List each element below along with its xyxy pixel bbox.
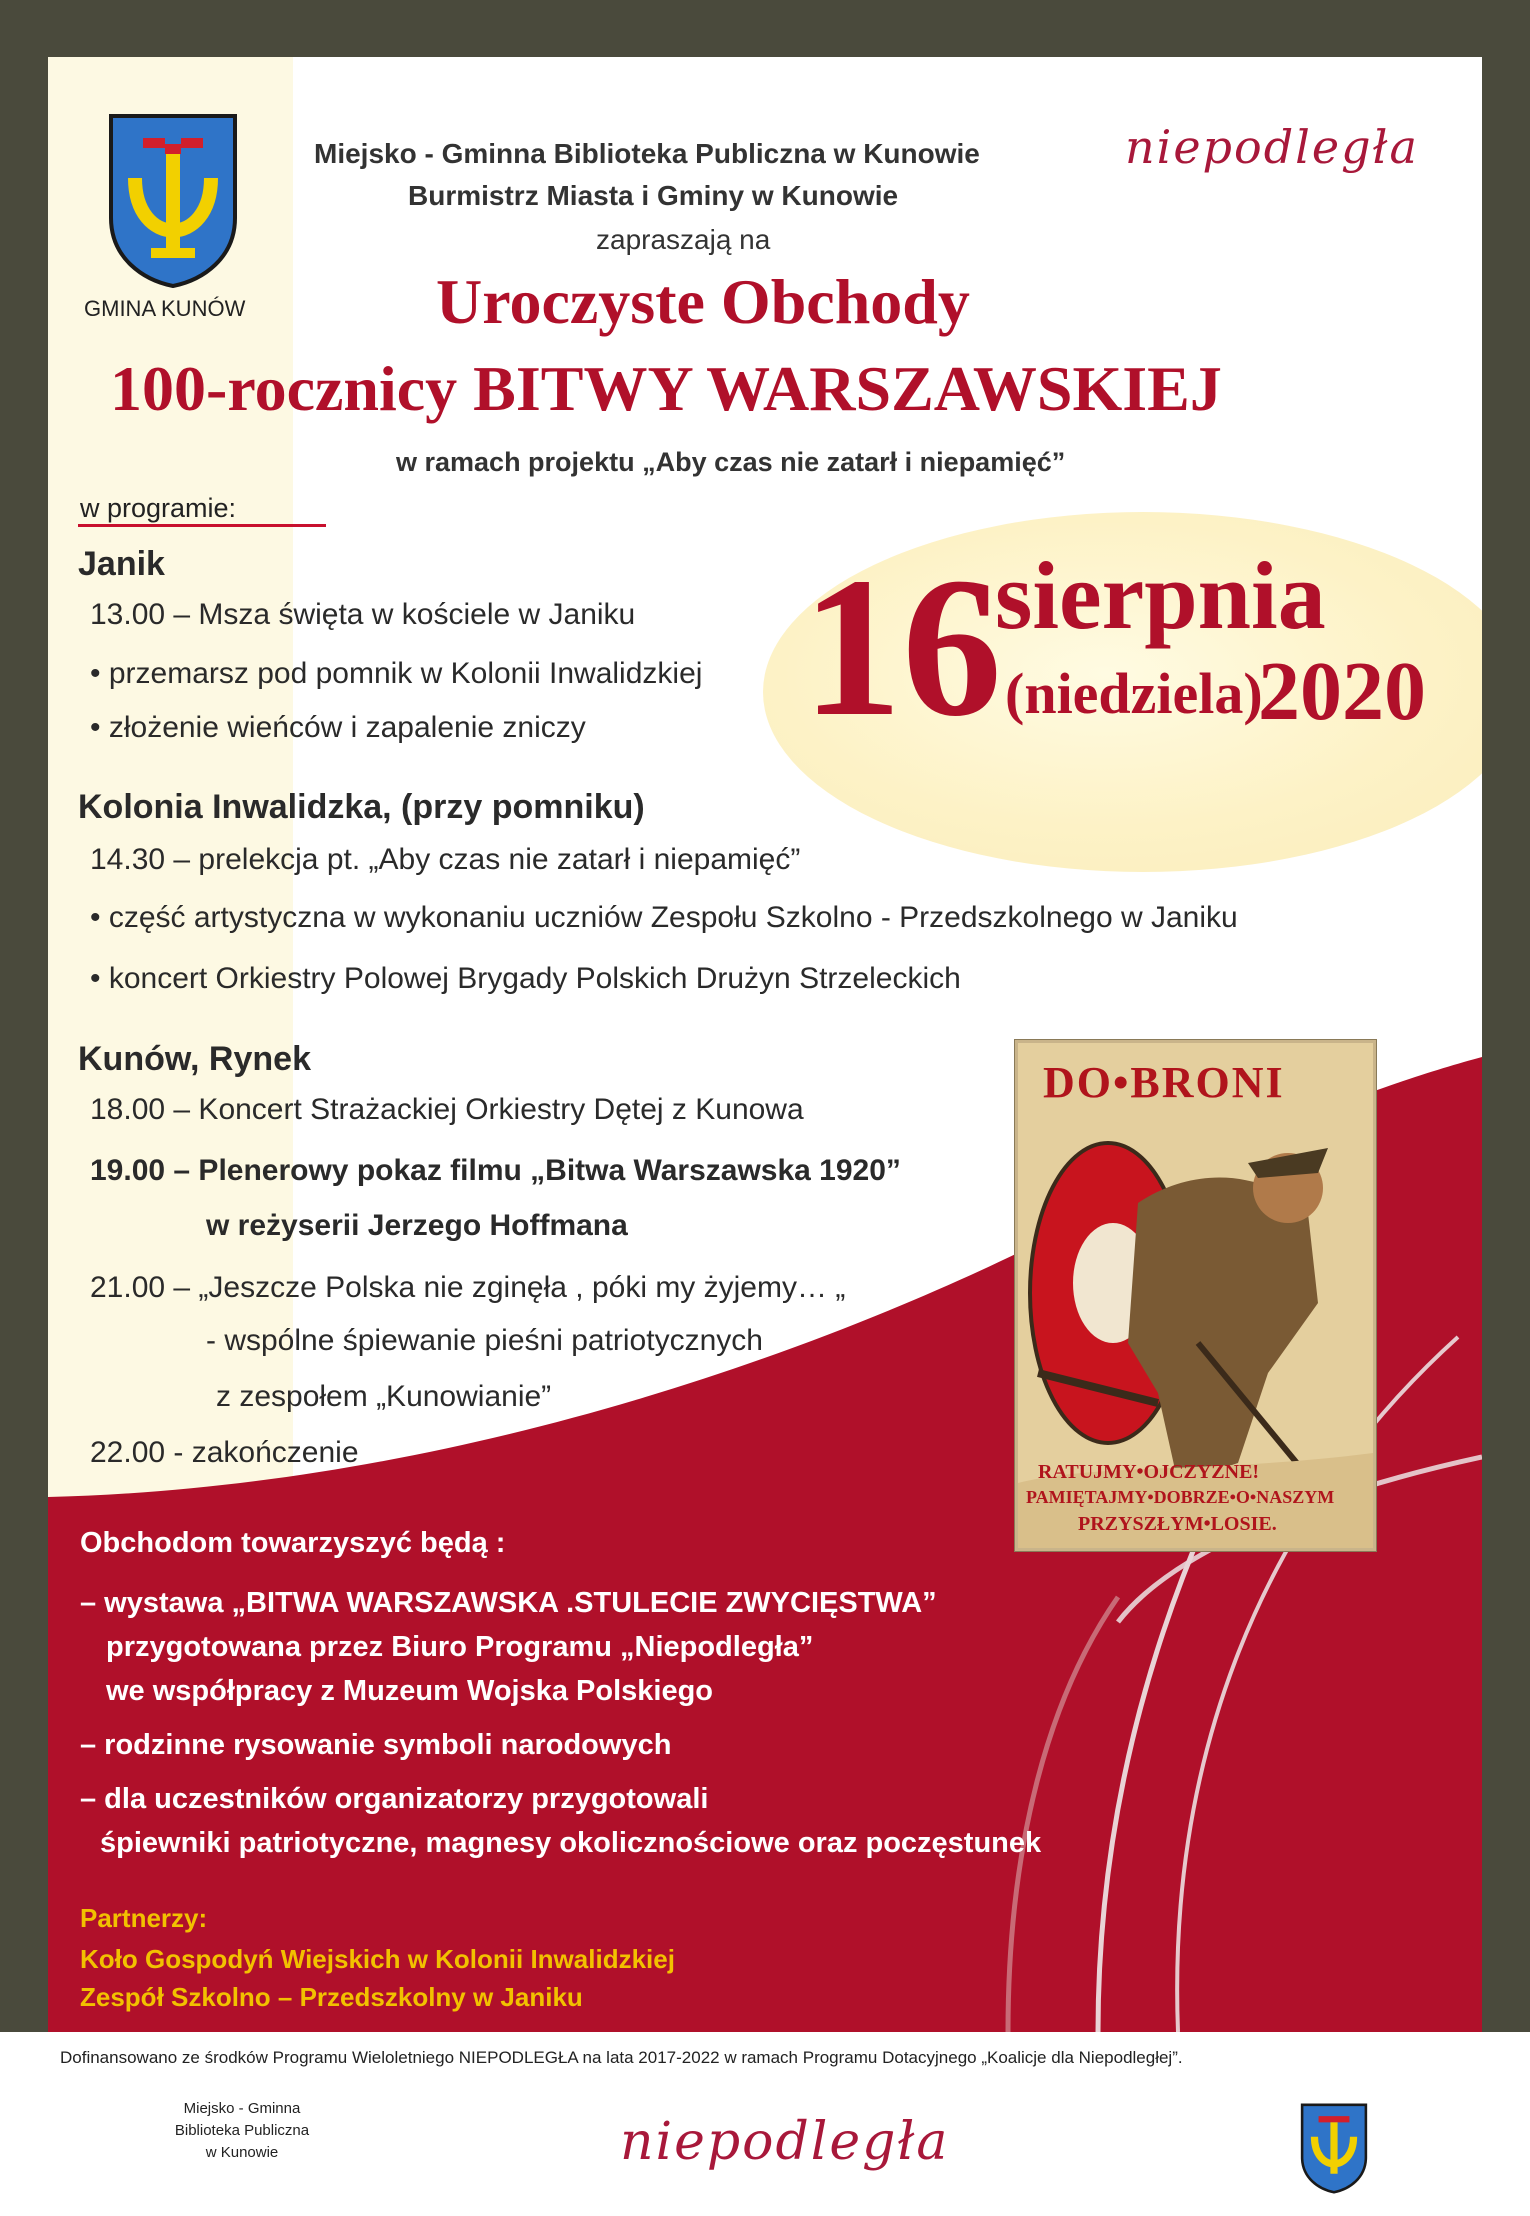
program-line: • część artystyczna w wykonaniu uczniów Zespołu Szkolno - Przedszkolnego w Janiku: [90, 901, 1238, 934]
date-day: 16: [802, 537, 1002, 758]
program-line: 18.00 – Koncert Strażackiej Orkiestry Dętej z Kunowa: [90, 1093, 804, 1126]
extras-line: przygotowana przez Biuro Programu „Niepodległa”: [106, 1631, 814, 1663]
program-label: w programie:: [80, 493, 237, 523]
program-label-underline: [78, 524, 326, 527]
invite-text: zapraszają na: [596, 224, 771, 255]
logo-caption: GMINA KUNÓW: [84, 296, 246, 321]
project-subtitle: w ramach projektu „Aby czas nie zatarł i niepamięć”: [396, 447, 1066, 477]
program-line: 14.30 – prelekcja pt. „Aby czas nie zatarł i niepamięć”: [90, 843, 801, 876]
program-line-film: 19.00 – Plenerowy pokaz filmu „Bitwa Warszawska 1920”: [90, 1154, 901, 1187]
gmina-kunow-crest-icon: [103, 108, 243, 288]
program-line: • złożenie wieńców i zapalenie zniczy: [90, 711, 586, 744]
partner-item: Koło Gospodyń Wiejskich w Kolonii Inwalidzkiej: [80, 1944, 675, 1974]
organizer-line-1: Miejsko - Gminna Biblioteka Publiczna w Kunowie: [314, 138, 980, 169]
do-broni-poster-image: [1015, 1040, 1376, 1551]
program-line: 13.00 – Msza święta w kościele w Janiku: [90, 598, 636, 631]
date-month: sierpnia: [995, 542, 1326, 649]
extras-line: śpiewniki patriotyczne, magnesy okolicznościowe oraz poczęstunek: [100, 1827, 1042, 1859]
poster-caption-1: RATUJMY•OJCZYZNE!: [1038, 1461, 1260, 1483]
date-year: 2020: [1258, 645, 1426, 738]
program-line: • koncert Orkiestry Polowej Brygady Polskich Drużyn Strzeleckich: [90, 962, 961, 995]
program-line-director: w reżyserii Jerzego Hoffmana: [206, 1209, 628, 1242]
footer: [0, 2032, 1530, 2216]
partner-item: Zespół Szkolno – Przedszkolny w Janiku: [80, 1982, 583, 2012]
gmina-kunow-small-crest-icon: [1298, 2100, 1370, 2194]
extras-line: – wystawa „BITWA WARSZAWSKA .STULECIE ZWYCIĘSTWA”: [80, 1587, 937, 1619]
poster-caption-3: PRZYSZŁYM•LOSIE.: [1078, 1513, 1277, 1535]
program-line: • przemarsz pod pomnik w Kolonii Inwalidzkiej: [90, 657, 703, 690]
library-logo-line-1: Miejsko - Gminna: [183, 2100, 301, 2117]
section-heading-kolonia: Kolonia Inwalidzka, (przy pomniku): [78, 788, 645, 826]
partners-heading: Partnerzy:: [80, 1903, 208, 1933]
title-line-2: 100-rocznicy BITWY WARSZAWSKIEJ: [110, 353, 1222, 424]
poster-headline: DO•BRONI: [1043, 1058, 1285, 1107]
extras-line: – dla uczestników organizatorzy przygotowali: [80, 1783, 709, 1815]
program-line: 21.00 – „Jeszcze Polska nie zginęła , póki my żyjemy… „: [90, 1271, 846, 1304]
date-weekday: (niedziela): [1005, 661, 1263, 726]
library-logo-line-3: w Kunowie: [205, 2144, 279, 2161]
section-heading-kunow: Kunów, Rynek: [78, 1040, 311, 1078]
library-logo-line-2: Biblioteka Publiczna: [174, 2122, 310, 2139]
extras-line: – rodzinne rysowanie symboli narodowych: [80, 1729, 672, 1761]
section-heading-janik: Janik: [78, 545, 165, 583]
extras-heading: Obchodom towarzyszyć będą :: [80, 1527, 506, 1559]
title-line-1: Uroczyste Obchody: [436, 266, 970, 337]
program-line: 22.00 - zakończenie: [90, 1436, 359, 1469]
niepodlegla-logo-top: niepodległa: [1125, 120, 1419, 174]
niepodlegla-logo-bottom: niepodległa: [620, 2112, 950, 2172]
extras-line: we współpracy z Muzeum Wojska Polskiego: [106, 1675, 714, 1707]
program-line: z zespołem „Kunowianie”: [216, 1380, 552, 1413]
organizer-line-2: Burmistrz Miasta i Gminy w Kunowie: [408, 180, 899, 211]
funding-note: Dofinansowano ze środków Programu Wieloletniego NIEPODLEGŁA na lata 2017-2022 w ramach Programu Dotacyjnego „Koalicje dla Niepodległej”.: [60, 2048, 1183, 2067]
poster-caption-2: PAMIĘTAJMY•DOBRZE•O•NASZYM: [1026, 1487, 1335, 1507]
program-line: - wspólne śpiewanie pieśni patriotycznych: [206, 1324, 763, 1357]
